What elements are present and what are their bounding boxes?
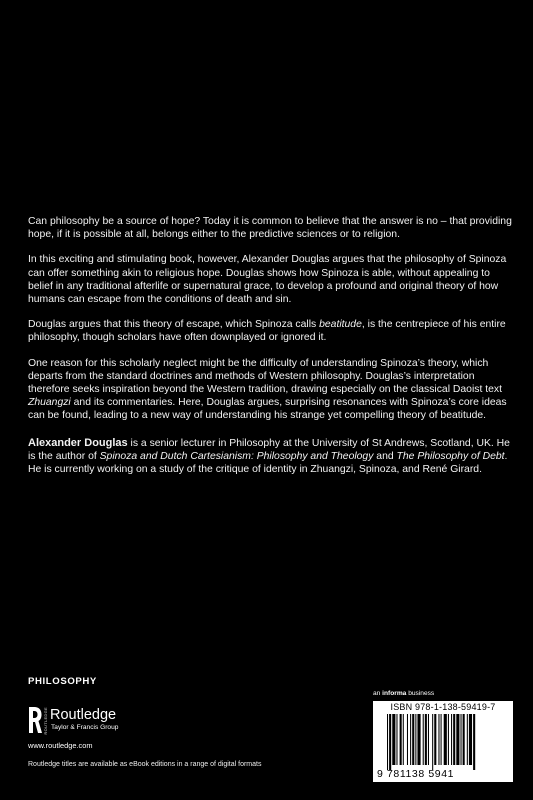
barcode-digits: 9 781138 5941 [377, 768, 455, 780]
barcode-bar [428, 714, 429, 765]
p3-emphasis: beatitude [319, 319, 362, 331]
barcode-bar [415, 714, 416, 765]
barcode-bar [469, 714, 472, 765]
informa-suffix: business [406, 690, 435, 697]
p4-text-before: One reason for this scholarly neglect might be the difficulty of understanding Spinoza’s theory, which departs from the standard doctrines and methods of Western philosophy. Douglas’s interpretation therefore seeks inspiration beyond the Western tradition, drawing especially on the classical Daoist text [28, 357, 502, 396]
blurb-paragraph-2: In this exciting and stimulating book, however, Alexander Douglas argues that the philosophy of Spinoza can offer something akin to religious hope. Douglas shows how Spinoza is able, without appealing to belief in any traditional afterlife or supernatural grace, to develop a profound and original theory of how humans can escape from the conditions of death and sin. [28, 254, 507, 306]
barcode-bar [410, 714, 411, 765]
barcode-bar [417, 714, 420, 765]
p4-emphasis: Zhuangzi [28, 397, 71, 409]
barcode-bar [444, 714, 447, 765]
ebook-note: Routledge titles are available as eBook editions in a range of digital formats [28, 761, 262, 768]
p3-text-after: , is the centrepiece of his entire philosophy, though scholars have often downplayed or ignored it. [28, 319, 506, 344]
barcode-bar [423, 714, 424, 765]
barcode-bar [412, 714, 414, 765]
barcode-bar [453, 714, 455, 765]
barcode-bar [461, 714, 462, 765]
p3-text-before: Douglas argues that this theory of escape, which Spinoza calls [28, 319, 320, 331]
barcode-bar [434, 714, 436, 765]
barcode-bar [407, 714, 408, 765]
informa-brand: informa [382, 690, 407, 697]
informa-business-line [373, 690, 434, 697]
barcode-bar [451, 714, 452, 765]
barcode-bar [438, 714, 439, 765]
publisher-name: Routledge [50, 707, 117, 723]
blurb-paragraph-1: Can philosophy be a source of hope? Today it is common to believe that the answer is no – that providing hope, if it is possible at all, belongs either to the predictive sciences or to religion. [28, 216, 512, 241]
barcode-bar [467, 714, 468, 765]
barcode-bar [463, 714, 465, 765]
barcode-bar [403, 714, 404, 765]
isbn-barcode-box [373, 701, 513, 782]
barcode-bar [425, 714, 427, 765]
barcode-bar [473, 714, 475, 770]
bio-book-1: Spinoza and Dutch Cartesianism: Philosophy and Theology [99, 450, 374, 462]
blurb-paragraph-3 [28, 318, 512, 344]
bio-text-1: is a senior lecturer in Philosophy at the University of St Andrews, Scotland, UK. He is the author of [28, 437, 510, 462]
back-cover-blurb [28, 215, 512, 488]
barcode-bar [432, 714, 433, 770]
isbn-label: ISBN 978-1-138-59419-7 [390, 702, 496, 712]
barcode-bar [441, 714, 442, 765]
barcode-bar [392, 714, 395, 765]
publisher-group: Taylor & Francis Group [51, 724, 119, 731]
bio-text-2: and [373, 450, 397, 462]
p4-text-after: and its commentaries. Here, Douglas argues, surprising resonances with Spinoza’s core ideas can be found, leading to a new way of understanding his strange yet compelling theory of beatitude. [28, 397, 507, 422]
barcode-bar [400, 714, 402, 765]
subject-category: PHILOSOPHY [28, 676, 97, 687]
barcode-bar [387, 714, 388, 770]
barcode-icon [387, 714, 511, 770]
publisher-website: www.routledge.com [28, 741, 93, 750]
publisher-logo-block [28, 705, 188, 737]
barcode-bar [389, 714, 391, 770]
bio-book-2: The Philosophy of Debt [396, 450, 505, 462]
blurb-paragraph-4 [28, 357, 512, 423]
informa-prefix: an [373, 690, 383, 697]
barcode-bar [396, 714, 397, 765]
bio-text-3: . He is currently working on a study of the critique of identity in Zhuangzi, Spinoza, and René Girard. [28, 450, 508, 476]
barcode-bar [456, 714, 459, 765]
barcode-bar [448, 714, 449, 765]
routledge-logo-icon [28, 705, 42, 735]
author-name: Alexander Douglas [28, 436, 128, 449]
author-bio [28, 437, 512, 477]
routledge-vertical-wordmark: ROUTLEDGE [43, 707, 48, 735]
